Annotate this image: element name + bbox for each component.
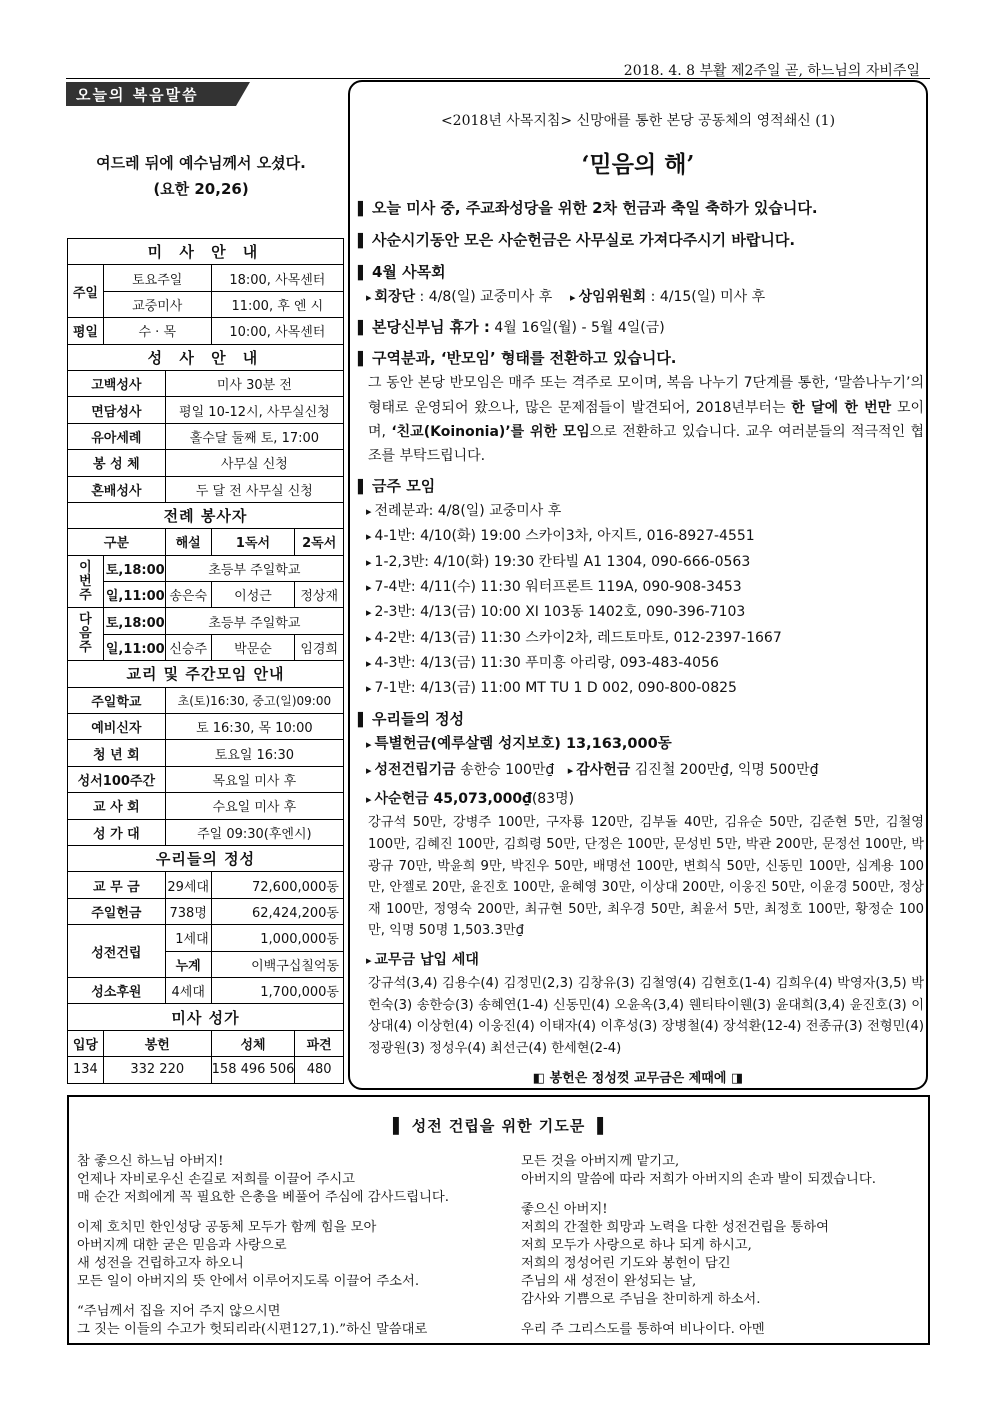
text: 그 동안 본당 반모임은 매주 또는 격주로 모이며, 복음 나누기 7단계를 통한, ‘말씀나누기’의 형태로 운영되어 왔으나, 많은 문제점들이 발견되어, 2018년부터는 <box>368 375 924 416</box>
value: : 4/8(일) 교중미사 후 <box>415 289 553 305</box>
liturgy-narrator: 신승주 <box>165 634 211 660</box>
liturgy-narrator: 송은숙 <box>165 582 211 608</box>
meeting: 4-1반: 4/10(화) 19:00 스카이3차, 아지트, 016-8927-4551 <box>374 528 755 545</box>
liturgy-reader2: 임경희 <box>295 634 344 660</box>
prayer-line: 저희의 간절한 희망과 노력을 다한 성전건립을 통하여 <box>521 1220 829 1235</box>
group-name: 성서100주간 <box>68 766 166 792</box>
liturgy-all: 초등부 주일학교 <box>165 608 343 634</box>
triangle-bullet-icon: ▸ <box>366 763 372 777</box>
triangle-bullet-icon: ▸ <box>570 291 576 304</box>
prayer-line: 언제나 자비로우신 손길로 저희를 이끌어 주시고 <box>77 1172 356 1187</box>
group-value: 초(토)16:30, 중고(일)09:00 <box>165 687 343 713</box>
prayer-line: 저희 모두가 사랑으로 하나 되게 하시고, <box>521 1238 752 1253</box>
offering-amount: 62,424,200동 <box>211 898 343 924</box>
label: 감사헌금 <box>576 761 631 778</box>
group-value: 주일 09:30(후엔시) <box>165 819 343 845</box>
support-name: 성소후원 <box>68 977 166 1003</box>
pastoral-title: ‘믿음의 해’ <box>581 151 695 178</box>
group-paragraph <box>358 371 924 468</box>
triangle-bullet-icon: ▸ <box>366 555 372 569</box>
sacrament-value: 미사 30분 전 <box>165 370 343 396</box>
liturgy-head: 1독서 <box>211 529 295 555</box>
group-value: 토요일 16:30 <box>165 740 343 766</box>
building-count: 1세대 <box>165 925 211 951</box>
liturgy-day: 토,18:00 <box>103 608 165 634</box>
notice: 오늘 미사 중, 주교좌성당을 위한 2차 헌금과 축일 축하가 있습니다. <box>372 199 818 217</box>
mass-name: 토요주일 <box>103 265 211 291</box>
group-value: 수요일 미사 후 <box>165 793 343 819</box>
section-heading: 우리들의 정성 <box>372 710 465 729</box>
prayer-line: 감사와 기쁨으로 주님을 찬미하게 하소서. <box>521 1292 761 1307</box>
mass-title: 미 사 안 내 <box>68 239 344 265</box>
prayer-line: 이제 호치민 한인성당 공동체 모두가 함께 힘을 모아 <box>77 1220 377 1235</box>
special-offering: 특별헌금(예루살렘 성지보호) 13,163,000동 <box>374 736 672 753</box>
group-name: 교 사 회 <box>68 793 166 819</box>
sacrament-value: 홀수달 둘째 토, 17:00 <box>165 423 343 449</box>
liturgy-head: 구분 <box>68 529 166 555</box>
label: 사순헌금 45,073,000₫ <box>374 791 532 808</box>
lent-donor-list: 강규석 50만, 강병주 100만, 구자룡 120만, 김부돌 40만, 김유순 50만, 김준현 5만, 김철영 100만, 김혜진 100만, 김희령 50만, 단정은 100만, 문성빈 5만, 박관 200만, 문정선 100만, 박광규 70만, 박윤희 9만, 박진우 50만, 배명선 100만, 변희식 50만, 신동민 100만, 심계용 100만, 안젤로 20만, 윤진호 100만, 윤혜영 30만, 이상대 200만, 이웅진 50만, 이윤경 500만, 정상재 100만, 정영숙 200만, 최규현 50만, 최우경 50만, 최윤서 5만, 최정호 100만, 황정순 100만, 익명 50명 1,503.3만₫ <box>368 815 924 939</box>
mass-sunday-label: 주일 <box>68 265 104 318</box>
square-bullet-icon: ▌ <box>358 352 368 368</box>
triangle-bullet-icon: ▸ <box>366 682 372 696</box>
hymn-value: 158 496 506 <box>211 1057 295 1083</box>
mass-time: 10:00, 사목센터 <box>211 318 343 344</box>
liturgy-head: 2독서 <box>295 529 344 555</box>
square-bullet-icon: ▌ <box>358 266 368 281</box>
prayer-left-column <box>77 1153 449 1339</box>
gospel-reference: (요한 20,26) <box>153 180 249 198</box>
tithe-donor-list: 강규석(3,4) 김용수(4) 김정민(2,3) 김창유(3) 김철영(4) 김현호(1-4) 김희우(4) 박영자(3,5) 박헌숙(3) 송한승(3) 송혜연(1-4) 신동민(4) 오윤옥(3,4) 웬티타이웬(3) 윤대희(3,4) 윤진호(3) 이상대(4) 이상헌(4) 이웅진(4) 이태자(4) 이후성(3) 장병철(4) 장석환(12-4) 전종규(3) 전형민(4) 정광원(3) 정성우(4) 최선근(4) 한세현(2-4) <box>368 976 924 1057</box>
value: 4월 16일(월) - 5월 4일(금) <box>489 320 665 337</box>
pastoral-subtitle: <2018년 사목지침> 신망애를 통한 본당 공동체의 영적쇄신 (1) <box>440 113 836 129</box>
square-bullet-icon: ▌ <box>358 321 368 337</box>
text: 으로 전환하고 있습니다. 교우 여러분들의 적극적인 협조를 부탁드립니다. <box>368 423 924 464</box>
square-bullet-icon: ▌ <box>358 480 368 496</box>
offering-amount: 72,600,000동 <box>211 872 343 898</box>
building-amount: 1,000,000동 <box>211 925 343 951</box>
support-count: 4세대 <box>165 977 211 1003</box>
hymn-value: 134 <box>68 1057 104 1083</box>
label: 성전건립기금 <box>374 761 456 778</box>
label: 교무금 납입 세대 <box>374 951 479 968</box>
sacrament-name: 유아세례 <box>68 423 166 449</box>
info-table <box>67 238 344 1084</box>
triangle-bullet-icon: ▸ <box>366 505 372 519</box>
triangle-bullet-icon: ▸ <box>366 631 372 645</box>
sacrament-value: 사무실 신청 <box>165 450 343 476</box>
offering-count: 738명 <box>165 898 211 924</box>
prayer-line: 주님의 새 성전이 완성되는 날, <box>521 1274 697 1289</box>
header-rule <box>66 78 930 79</box>
section-heading: 4월 사목회 <box>372 263 446 281</box>
this-week-label: 이번주 <box>79 559 92 603</box>
prayer-line: 참 좋으신 하느님 아버지! <box>77 1154 224 1169</box>
square-bullet-icon: ▌ <box>358 202 368 217</box>
liturgy-all: 초등부 주일학교 <box>165 555 343 581</box>
prayer-right-column <box>521 1153 876 1339</box>
gospel-text <box>66 150 336 202</box>
hymn-title: 미사 성가 <box>68 1004 344 1030</box>
offering-name: 주일헌금 <box>68 898 166 924</box>
hymn-head: 입당 <box>68 1030 104 1056</box>
section-heading: 본당신부님 휴가 : <box>372 318 490 337</box>
date-header: 2018. 4. 8 부활 제2주일 곧, 하느님의 자비주일 <box>623 63 920 79</box>
section-heading: 구역분과, ‘반모임’ 형태를 전환하고 있습니다. <box>372 349 677 368</box>
hymn-value: 480 <box>295 1057 344 1083</box>
value: : 4/15(일) 미사 후 <box>646 289 766 305</box>
prayer-box <box>67 1095 930 1345</box>
mass-name: 교중미사 <box>103 291 211 317</box>
text: 모이며, <box>368 399 924 440</box>
liturgy-day: 일,11:00 <box>103 634 165 660</box>
next-week-cell <box>68 608 104 661</box>
triangle-bullet-icon: ▸ <box>366 953 372 967</box>
hymn-head: 파견 <box>295 1030 344 1056</box>
value: (83명) <box>531 791 575 808</box>
announcement-box <box>348 80 928 1090</box>
hymn-value: 332 220 <box>103 1057 211 1083</box>
mass-time: 18:00, 사목센터 <box>211 265 343 291</box>
prayer-line: 매 순간 저희에게 꼭 필요한 은총을 베풀어 주심에 감사드립니다. <box>77 1190 450 1205</box>
triangle-bullet-icon: ▸ <box>366 656 372 670</box>
building-fund-label: 성전건립 <box>68 925 166 978</box>
next-week-label: 다음주 <box>79 612 92 656</box>
spacer <box>521 1189 876 1201</box>
liturgy-reader1: 박문순 <box>211 634 295 660</box>
triangle-bullet-icon: ▸ <box>366 738 372 752</box>
group-value: 토 16:30, 목 10:00 <box>165 714 343 740</box>
emphasis: 한 달에 한 번만 <box>791 399 892 416</box>
emphasis: ‘친교(Koinonia)’를 위한 모임 <box>391 423 590 440</box>
prayer-line: “주님께서 집을 지어 주지 않으시면 <box>77 1304 281 1319</box>
liturgy-head: 해설 <box>165 529 211 555</box>
hymn-head: 봉헌 <box>103 1030 211 1056</box>
triangle-bullet-icon: ▸ <box>567 763 574 777</box>
square-bullet-icon: ▌ <box>358 713 368 729</box>
sacrament-name: 고백성사 <box>68 370 166 396</box>
liturgy-day: 토,18:00 <box>103 555 165 581</box>
section-heading: 금주 모임 <box>372 477 436 496</box>
mass-weekday-label: 평일 <box>68 318 104 344</box>
offering-count: 29세대 <box>165 872 211 898</box>
announcement-footer: ◧ 봉헌은 정성껏 교무금은 제때에 ◨ <box>532 1071 744 1086</box>
meeting: 4-3반: 4/13(금) 11:30 푸미흥 아리랑, 093-483-4056 <box>374 654 719 671</box>
mass-name: 수 · 목 <box>103 318 211 344</box>
prayer-line: 좋으신 아버지! <box>521 1202 608 1217</box>
liturgy-reader2: 정상재 <box>295 582 344 608</box>
sacrament-name: 봉 성 체 <box>68 450 166 476</box>
prayer-line: 그 짓는 이들의 수고가 헛되리라(시편127,1).”하신 말씀대로 <box>77 1322 428 1337</box>
gospel-line: 여드레 뒤에 예수님께서 오셨다. <box>96 154 306 172</box>
notice: 사순시기동안 모은 사순헌금은 사무실로 가져다주시기 바랍니다. <box>372 231 796 249</box>
triangle-bullet-icon: ▸ <box>366 793 372 807</box>
this-week-cell <box>68 555 104 608</box>
group-name: 성 가 대 <box>68 819 166 845</box>
support-amount: 1,700,000동 <box>211 977 343 1003</box>
mass-time: 11:00, 후 엔 시 <box>211 291 343 317</box>
meeting: 1-2,3반: 4/10(화) 19:30 칸타빌 A1 1304, 090-666-0563 <box>374 553 751 570</box>
triangle-bullet-icon: ▸ <box>366 291 372 304</box>
triangle-bullet-icon: ▸ <box>366 581 372 594</box>
hymn-head: 성체 <box>211 1030 295 1056</box>
sacrament-title: 성 사 안 내 <box>68 344 344 370</box>
meeting: 7-1반: 4/13(금) 11:00 MT TU 1 D 002, 090-800-0825 <box>374 680 737 697</box>
spacer <box>77 1291 449 1303</box>
group-name: 예비신자 <box>68 714 166 740</box>
meeting: 4-2반: 4/13(금) 11:30 스카이2차, 레드토마토, 012-2397-1667 <box>374 629 782 646</box>
sacrament-name: 혼배성사 <box>68 476 166 502</box>
building-total-label: 누계 <box>165 951 211 977</box>
value: 김진철 200만₫, 익명 500만₫ <box>630 761 819 778</box>
prayer-line: 아버지의 말씀에 따라 저희가 아버지의 손과 발이 되겠습니다. <box>521 1172 876 1187</box>
liturgy-day: 일,11:00 <box>103 582 165 608</box>
triangle-bullet-icon: ▸ <box>366 530 372 544</box>
offering-name: 교 무 금 <box>68 872 166 898</box>
triangle-bullet-icon: ▸ <box>366 606 372 620</box>
offering-title: 우리들의 정성 <box>68 845 344 871</box>
prayer-line: 우리 주 그리스도를 통하여 비나이다. 아멘 <box>521 1322 765 1337</box>
group-name: 청 년 회 <box>68 740 166 766</box>
prayer-line: 저희의 정성어린 기도와 봉헌이 담긴 <box>521 1256 731 1271</box>
spacer <box>521 1309 876 1321</box>
prayer-line: 모든 것을 아버지께 맡기고, <box>521 1154 680 1169</box>
meeting: 2-3반: 4/13(금) 10:00 XI 103동 1402호, 090-396-7103 <box>374 604 746 621</box>
gospel-label: 오늘의 복음말씀 <box>66 82 236 106</box>
value: 송한승 100만₫ <box>455 761 555 778</box>
announcement-body <box>358 196 924 1060</box>
prayer-title: ▌ 성전 건립을 위한 기도문 ▐ <box>392 1117 605 1135</box>
sacrament-value: 평일 10-12시, 사무실신청 <box>165 397 343 423</box>
label: 회장단 <box>374 289 416 305</box>
group-name: 주일학교 <box>68 687 166 713</box>
building-total: 이백구십칠억동 <box>211 951 343 977</box>
liturgy-title: 전례 봉사자 <box>68 502 344 528</box>
prayer-line: 모든 일이 아버지의 뜻 안에서 이루어지도록 이끌어 주소서. <box>77 1274 420 1289</box>
sacrament-name: 면담성사 <box>68 397 166 423</box>
prayer-line: 새 성전을 건립하고자 하오니 <box>77 1256 244 1271</box>
meeting: 7-4반: 4/11(수) 11:30 워터프론트 119A, 090-908-3453 <box>374 579 742 595</box>
spacer <box>77 1207 449 1219</box>
liturgy-reader1: 이성근 <box>211 582 295 608</box>
square-bullet-icon: ▌ <box>358 234 368 249</box>
label: 상임위원회 <box>578 289 647 305</box>
meeting: 전례분과: 4/8(일) 교중미사 후 <box>374 503 562 520</box>
prayer-line: 아버지께 대한 굳은 믿음과 사랑으로 <box>77 1238 287 1253</box>
groups-title: 교리 및 주간모임 안내 <box>68 661 344 687</box>
sacrament-value: 두 달 전 사무실 신청 <box>165 476 343 502</box>
group-value: 목요일 미사 후 <box>165 766 343 792</box>
